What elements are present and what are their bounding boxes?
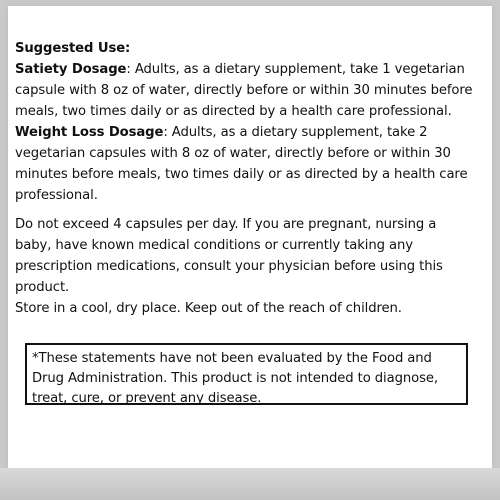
storage-paragraph: Store in a cool, dry place. Keep out of the reach of children.	[15, 301, 402, 316]
warning-paragraph: Do not exceed 4 capsules per day. If you are pregnant, nursing a baby, have known medical conditions or currently taking any prescription medications, consult your physician before using this product.	[15, 217, 443, 295]
weight-loss-dosage-label: Weight Loss Dosage	[15, 125, 164, 140]
weight-loss-dosage-paragraph	[15, 122, 475, 206]
satiety-dosage-label: Satiety Dosage	[15, 62, 127, 77]
satiety-dosage-paragraph	[15, 59, 475, 122]
section-heading: Suggested Use:	[15, 41, 131, 56]
weight-loss-dosage-text: : Adults, as a dietary supplement, take 2 vegetarian capsules with 8 oz of water, directly before or within 30 minutes before meals, two times daily or as directed by a health care professional.	[15, 125, 468, 203]
bottom-band	[0, 468, 500, 500]
satiety-dosage-text: : Adults, as a dietary supplement, take 1 vegetarian capsule with 8 oz of water, directly before or within 30 minutes before meals, two times daily or as directed by a health care professional.	[15, 62, 473, 119]
fda-disclaimer-box: *These statements have not been evaluated by the Food and Drug Administration. This product is not intended to diagnose, treat, cure, or prevent any disease.	[25, 343, 468, 405]
suggested-use-section	[15, 38, 475, 319]
